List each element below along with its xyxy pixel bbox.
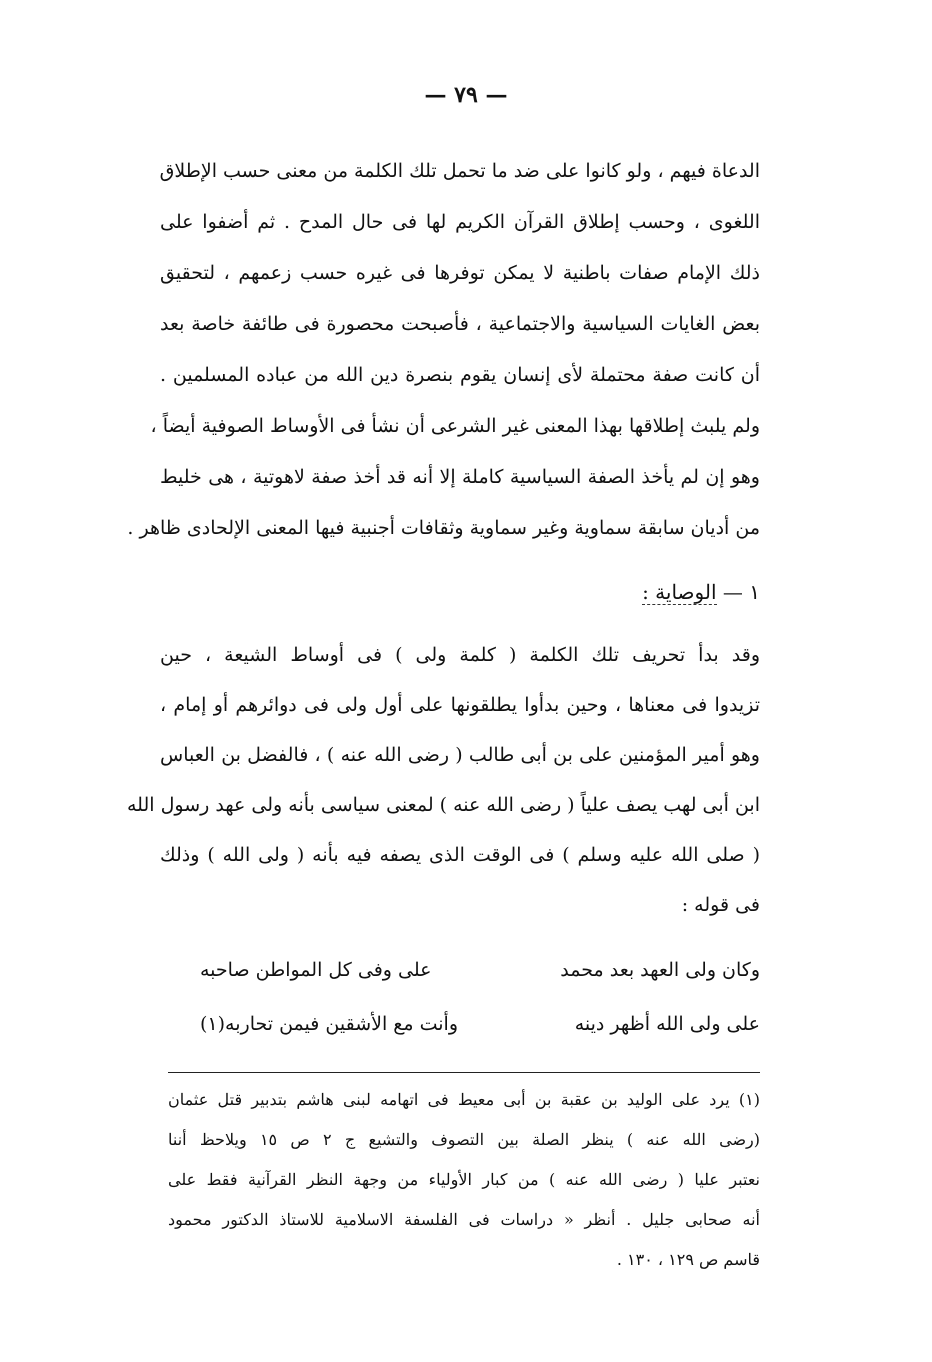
section-number: ١ — xyxy=(722,580,760,604)
text-line: فى قوله : xyxy=(681,894,760,916)
text-line: ابن أبى لهب يصف علياً ( رضى الله عنه ) لمعنى سياسى بأنه ولى عهد رسول الله xyxy=(126,794,760,816)
text-line: ( صلى الله عليه وسلم ) فى الوقت الذى يصفه فيه بأنه ( ولى الله ) وذلك xyxy=(160,844,760,866)
poem-verse xyxy=(200,946,760,1000)
text-line: وهو أمير المؤمنين على بن أبى طالب ( رضى الله عنه ) ، فالفضل بن العباس xyxy=(160,744,760,766)
footnote-line: (١) يرد على الوليد بن عقبة بن أبى معيط فى اتهامه لبنى هاشم بتدبير قتل عثمان xyxy=(168,1090,760,1109)
section-heading xyxy=(160,572,760,612)
footnote-line: (رضى الله عنه ) ينظر الصلة بين التصوف والتشيع ج ٢ ص ١٥ ويلاحظ أننا xyxy=(168,1130,760,1149)
text-line: بعض الغايات السياسية والاجتماعية ، فأصبحت محصورة فى طائفة خاصة بعد xyxy=(160,313,760,335)
text-line: ولم يلبث إطلاقها بهذا المعنى غير الشرعى أن نشأ فى الأوساط الصوفية أيضاً ، xyxy=(150,415,760,437)
text-line: اللغوى ، وحسب إطلاق القرآن الكريم لها فى حال المدح . ثم أضفوا على xyxy=(160,211,760,233)
page-number: — ٧٩ — xyxy=(424,82,508,108)
footnote xyxy=(168,1080,760,1280)
verse-second-hemistich: على وفى كل المواطن صاحبه xyxy=(200,959,432,981)
poem-verse xyxy=(200,1000,760,1054)
poem-verses xyxy=(200,946,760,1054)
text-line: ذلك الإمام صفات باطنية لا يمكن توفرها فى غيره حسب زعمهم ، لتحقيق xyxy=(160,262,760,284)
paragraph-2 xyxy=(126,632,760,932)
verse-first-hemistich: على ولى الله أظهر دينه xyxy=(574,1013,760,1035)
footnote-line: أنه صحابى جليل . أنظر « دراسات فى الفلسفة الاسلامية للاستاذ الدكتور محمود xyxy=(168,1210,760,1229)
footnote-divider xyxy=(168,1072,760,1073)
text-line: وهو إن لم يأخذ الصفة السياسية كاملة إلا أنه قد أخذ صفة لاهوتية ، هى خليط xyxy=(160,466,760,488)
text-line: وقد بدأ تحريف تلك الكلمة ( كلمة ولى ) فى أوساط الشيعة ، حين xyxy=(160,644,760,666)
text-line: الدعاة فيهم ، ولو كانوا على ضد ما تحمل تلك الكلمة من معنى حسب الإطلاق xyxy=(159,160,760,182)
verse-first-hemistich: وكان ولى العهد بعد محمد xyxy=(560,959,760,981)
verse-second-hemistich: وأنت مع الأشقين فيمن تحاربه(١) xyxy=(200,1013,458,1035)
text-line: أن كانت صفة محتملة لأى إنسان يقوم بنصرة دين الله من عباده المسلمين . xyxy=(160,364,760,386)
paragraph-1 xyxy=(127,148,760,556)
section-title: الوصاية : xyxy=(642,580,717,604)
text-line: تزيدوا فى معناها ، وحين بدأوا يطلقونها على أول ولى فى دوائرهم أو إمام ، xyxy=(160,694,760,716)
text-line: من أديان سابقة سماوية وغير سماوية وثقافات أجنبية فيها المعنى الإلحادى ظاهر . xyxy=(127,517,760,539)
footnote-line: قاسم ص ١٢٩ ، ١٣٠ . xyxy=(616,1250,760,1269)
footnote-line: نعتبر عليا ( رضى الله عنه ) من كبار الأولياء من وجهة النظر القرآنية فقط على xyxy=(168,1170,760,1189)
